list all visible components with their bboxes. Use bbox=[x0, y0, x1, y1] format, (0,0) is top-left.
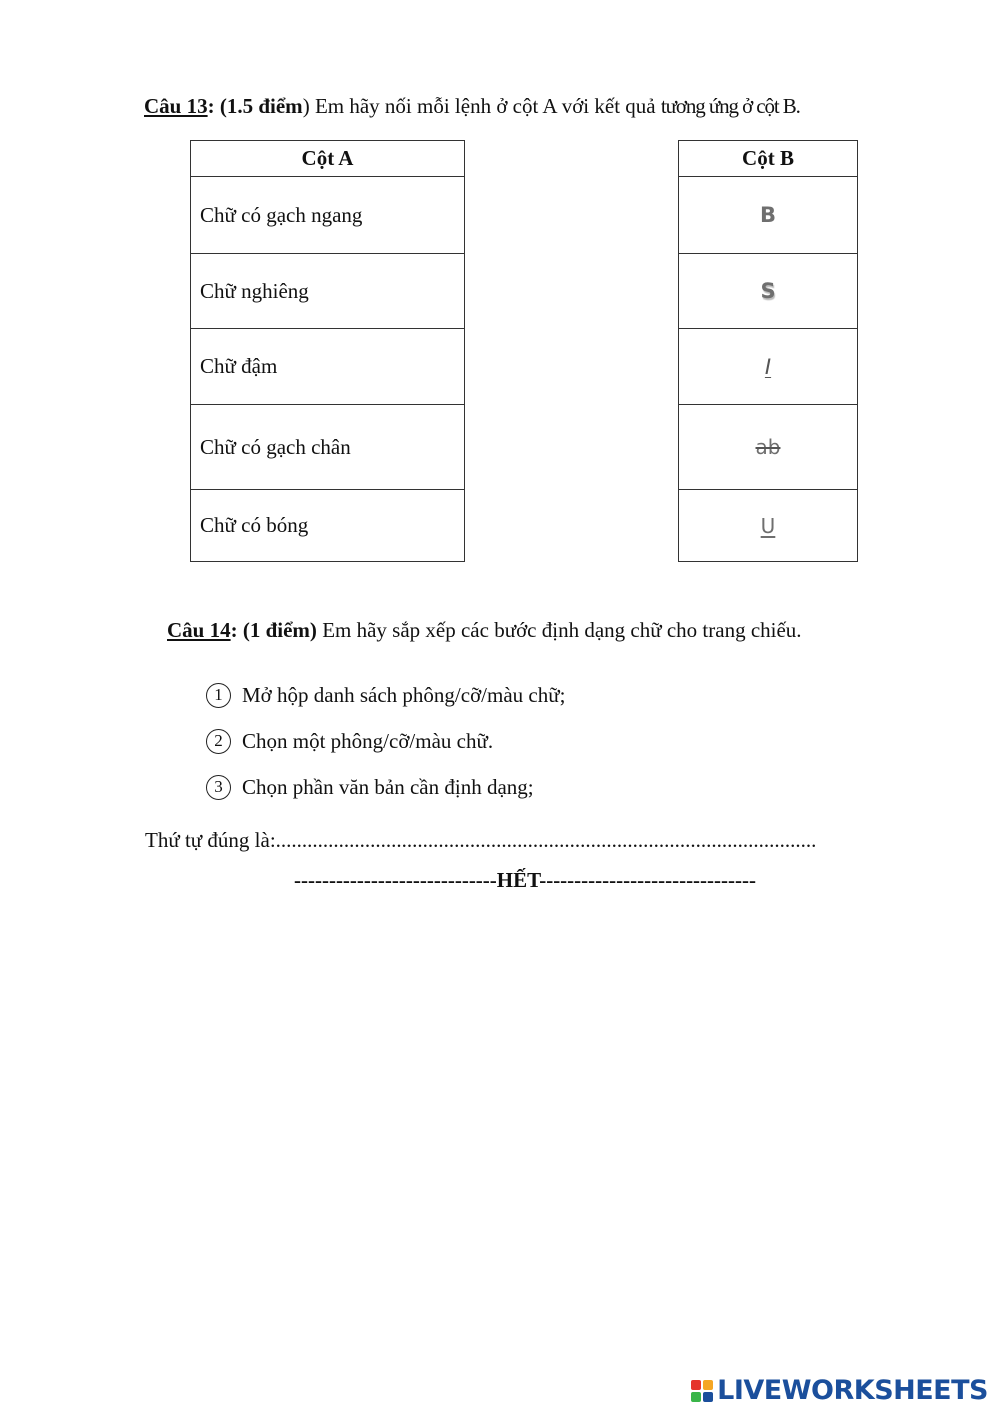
step-text: Chọn phần văn bản cần định dạng; bbox=[242, 774, 534, 799]
list-item bbox=[206, 718, 565, 764]
question-13-points: (1.5 điểm bbox=[219, 94, 303, 118]
column-b-item[interactable] bbox=[679, 254, 858, 329]
answer-line[interactable]: Thứ tự đúng là:....................................................................................................... bbox=[145, 828, 817, 852]
bold-icon: B bbox=[759, 203, 776, 227]
column-b-table bbox=[678, 140, 858, 562]
step-text: Chọn một phông/cỡ/màu chữ. bbox=[242, 728, 494, 753]
column-a-item[interactable]: Chữ đậm bbox=[191, 329, 465, 405]
column-b-item[interactable] bbox=[679, 177, 858, 254]
step-number-circle: 3 bbox=[206, 775, 231, 800]
underline-icon: U bbox=[760, 513, 776, 538]
end-marker: -----------------------------HẾT------------------------------- bbox=[293, 868, 756, 892]
column-b-header: Cột B bbox=[679, 141, 858, 177]
brand-logo bbox=[691, 1375, 988, 1406]
question-14-prompt: Câu 14: (1 điểm) Em hãy sắp xếp các bước định dạng chữ cho trang chiếu. bbox=[167, 618, 802, 642]
question-14-points: (1 điểm) bbox=[237, 618, 317, 642]
column-a-item[interactable]: Chữ có bóng bbox=[191, 490, 465, 562]
brand-name: LIVEWORKSHEETS bbox=[717, 1375, 988, 1406]
question-13-prompt: Câu 13: (1.5 điểm) Em hãy nối mỗi lệnh ở cột A với kết quả tương ứng ở cột B. bbox=[144, 94, 800, 118]
list-item bbox=[206, 672, 565, 718]
column-b-item[interactable] bbox=[679, 329, 858, 405]
column-b-item[interactable] bbox=[679, 490, 858, 562]
step-number-circle: 2 bbox=[206, 729, 231, 754]
step-text: Mở hộp danh sách phông/cỡ/màu chữ; bbox=[242, 682, 566, 707]
shadow-icon: S bbox=[760, 279, 776, 303]
question-13-number: Câu 13 bbox=[144, 94, 208, 118]
strikethrough-icon: ab bbox=[755, 435, 781, 459]
italic-icon: I bbox=[764, 354, 772, 379]
step-list bbox=[206, 672, 565, 810]
column-b-item[interactable] bbox=[679, 405, 858, 490]
question-14-number: Câu 14 bbox=[167, 618, 231, 642]
column-a-item[interactable]: Chữ có gạch chân bbox=[191, 405, 465, 490]
column-a-header: Cột A bbox=[191, 141, 465, 177]
column-a-table bbox=[190, 140, 465, 562]
column-a-item[interactable]: Chữ nghiêng bbox=[191, 254, 465, 329]
liveworksheets-logo-icon bbox=[691, 1380, 713, 1402]
list-item bbox=[206, 764, 565, 810]
column-a-item[interactable]: Chữ có gạch ngang bbox=[191, 177, 465, 254]
step-number-circle: 1 bbox=[206, 683, 231, 708]
